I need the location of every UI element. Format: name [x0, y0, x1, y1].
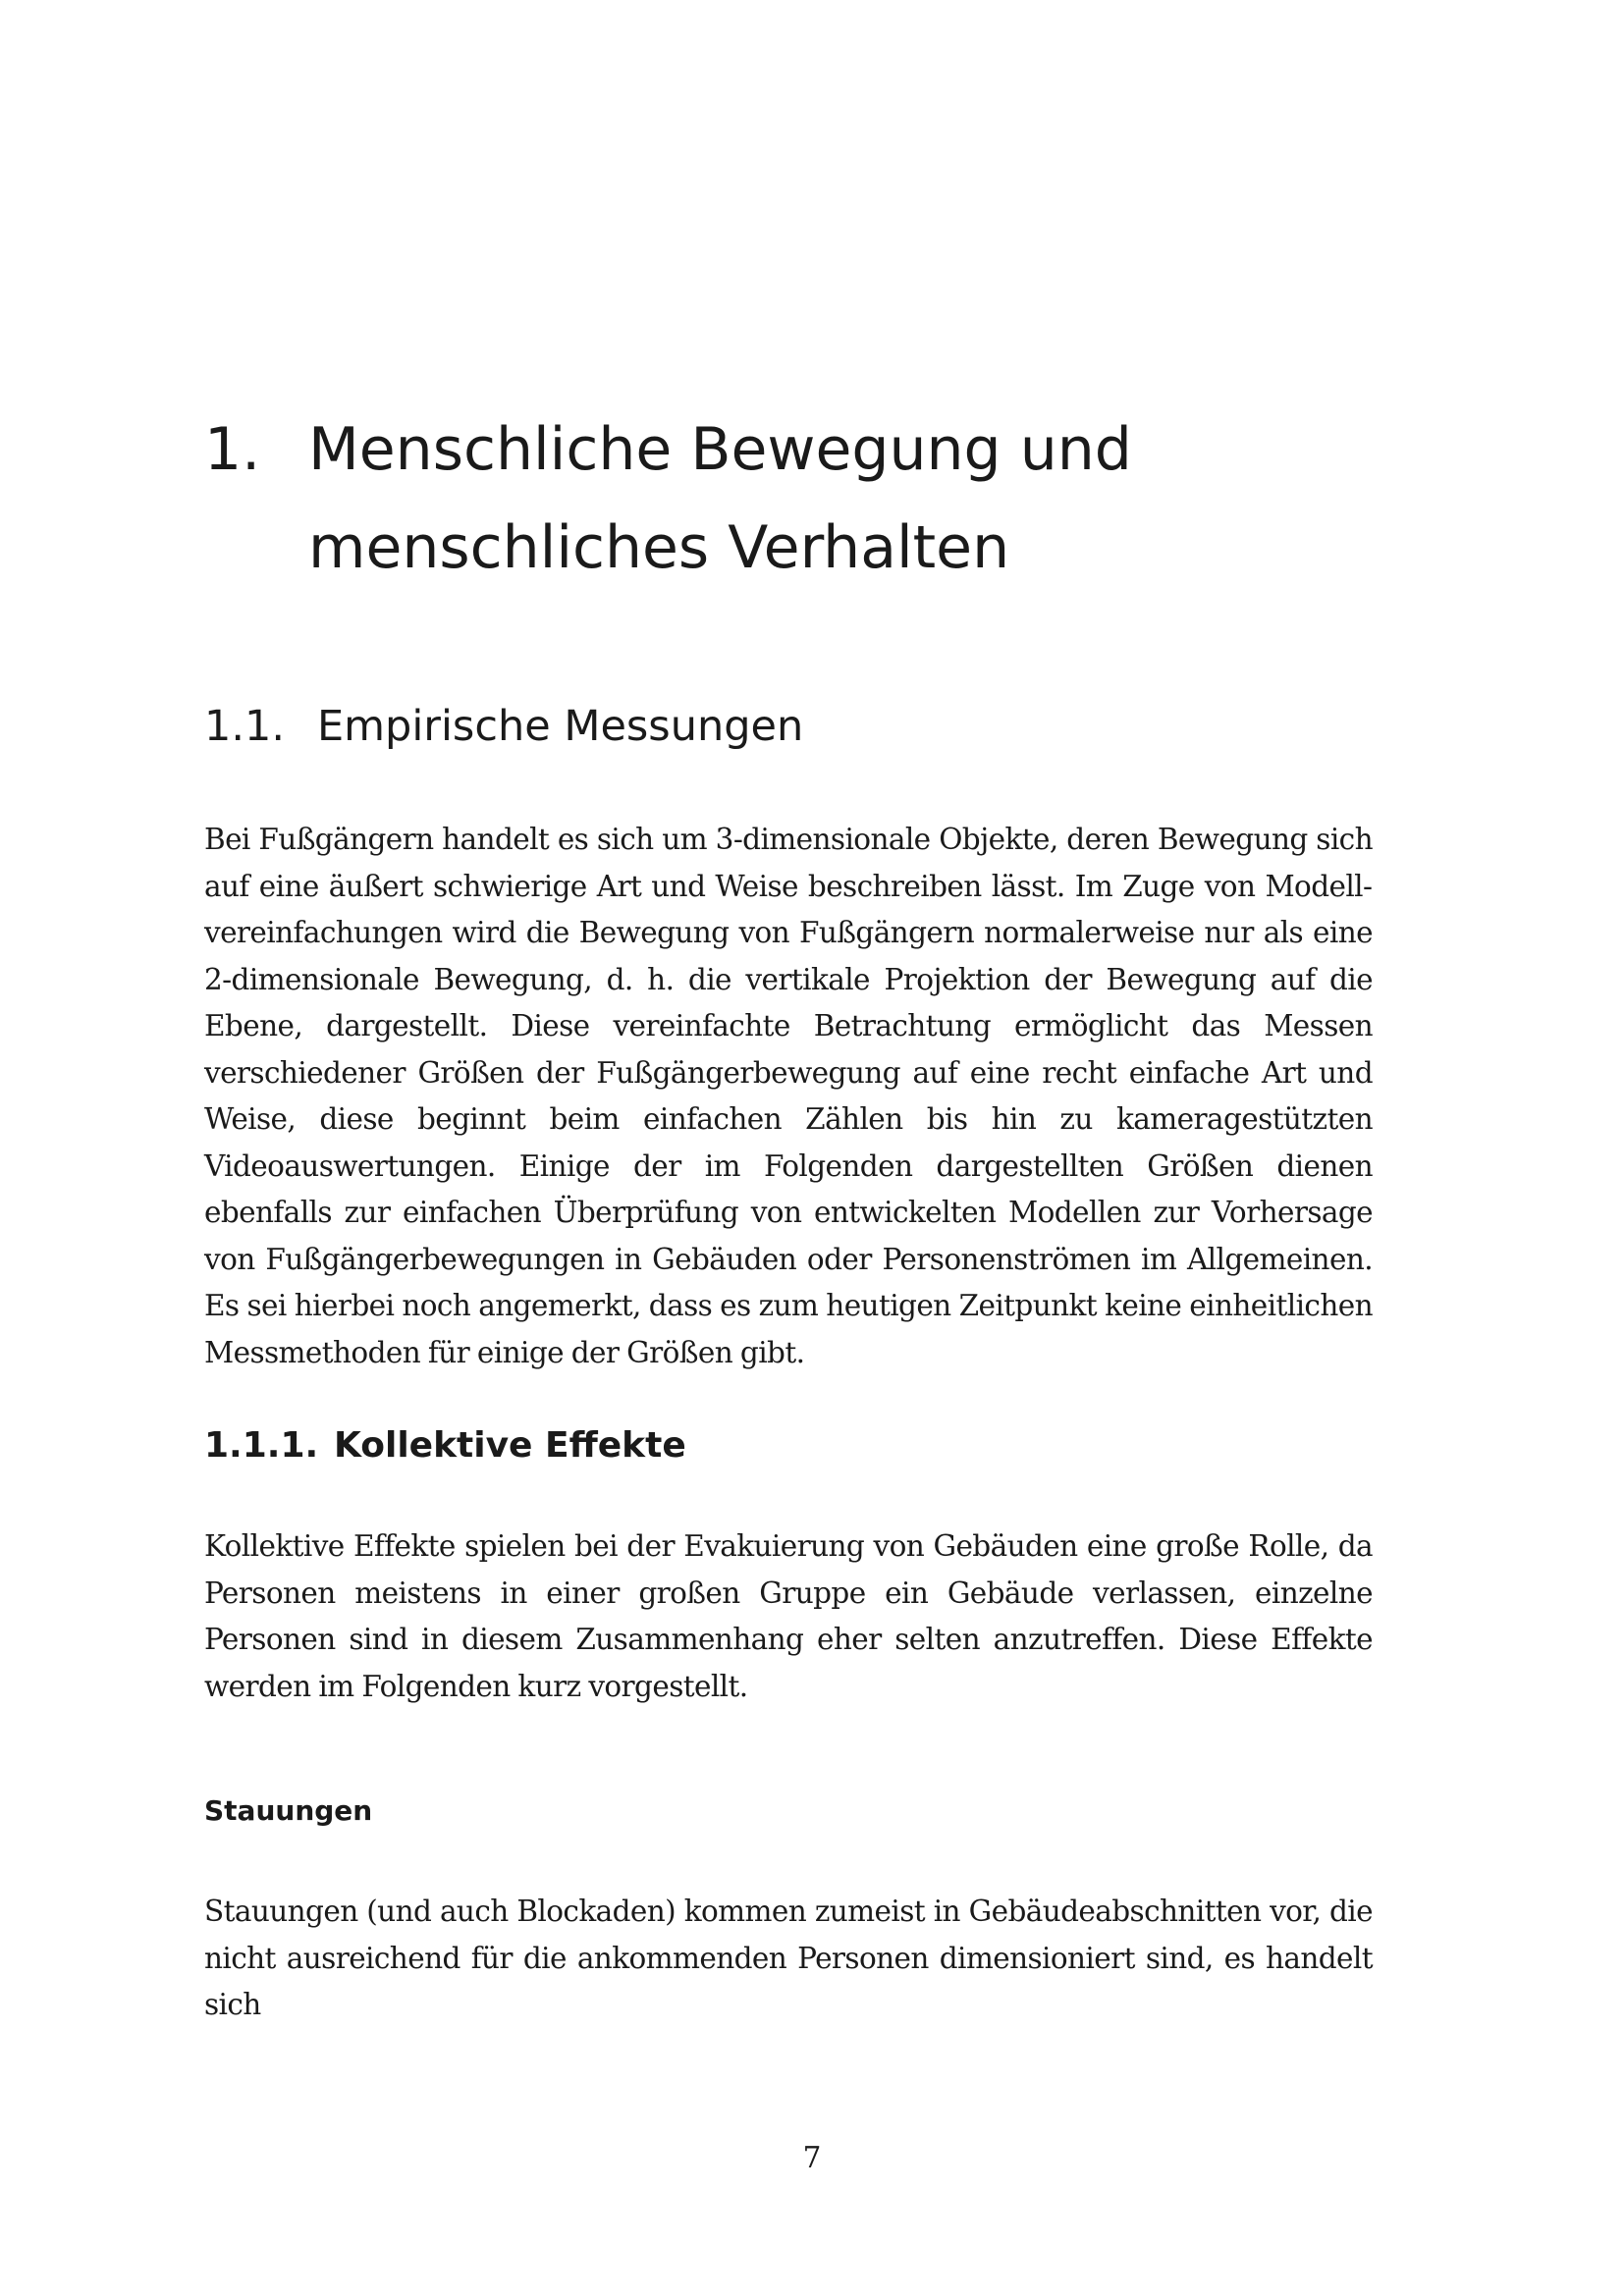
section-number: 1.1.: [204, 702, 286, 751]
section-heading: [204, 697, 803, 756]
chapter-heading: [204, 400, 1382, 597]
subsection-number: 1.1.1.: [204, 1425, 319, 1466]
chapter-number: 1.: [204, 415, 261, 484]
section-paragraph: Bei Fußgängern handelt es sich um 3-dimensionale Objekte, deren Bewegung sich auf eine äußert schwierige Art und Weise beschreiben lässt. Im Zuge von Modellvereinfachungen wird die Bewegung von Fußgängern normalerweise nur als eine 2-dimensionale Bewegung, d. h. die vertikale Projektion der Bewegung auf die Ebene, dargestellt. Diese vereinfachte Betrachtung ermöglicht das Messen verschiedener Größen der Fußgängerbewegung auf eine recht einfache Art und Weise, diese beginnt beim einfachen Zählen bis hin zu kameragestützten Videoauswertungen. Einige der im Folgenden dargestellten Größen dienen ebenfalls zur einfachen Überprüfung von entwickelten Modellen zur Vorhersage von Fußgängerbewegungen in Gebäuden oder Personenströmen im Allgemeinen. Es sei hierbei noch angemerkt, dass es zum heutigen Zeitpunkt keine einheitlichen Messmethoden für einige der Größen gibt.: [204, 823, 1373, 1369]
subsection-paragraph: Kollektive Effekte spielen bei der Evakuierung von Gebäuden eine große Rolle, da Personen meistens in einer großen Gruppe ein Gebäude verlassen, einzelne Personen sind in diesem Zusammenhang eher selten anzutreffen. Diese Effekte werden im Folgenden kurz vorgestellt.: [204, 1529, 1373, 1703]
chapter-title: Menschliche Bewegung und menschliches Verhalten: [308, 415, 1132, 582]
stauungen-paragraph: Stauungen (und auch Blockaden) kommen zumeist in Gebäudeabschnitten vor, die nicht ausreichend für die ankommenden Personen dimensioniert sind, es handelt sich: [204, 1895, 1373, 2021]
page-number: 7: [802, 2141, 822, 2174]
subsection-heading: [204, 1421, 686, 1470]
paragraph-heading: Stauungen: [204, 1794, 373, 1827]
section-title: Empirische Messungen: [317, 702, 804, 751]
subsection-title: Kollektive Effekte: [334, 1425, 686, 1466]
